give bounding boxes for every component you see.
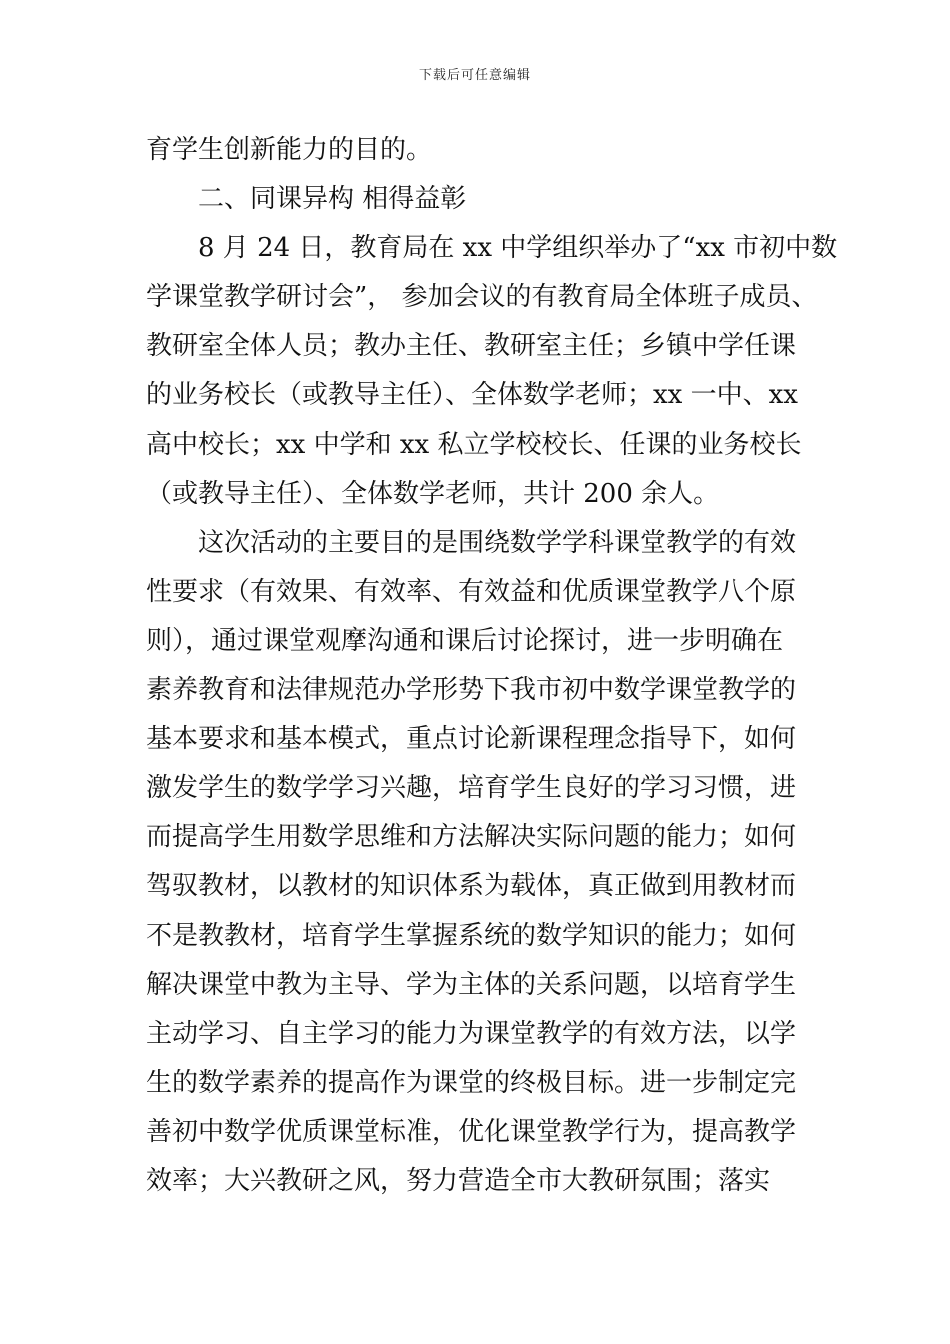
text-line: 主动学习、自主学习的能力为课堂教学的有效方法，以学 — [146, 1018, 797, 1049]
paragraph-intro — [146, 126, 810, 175]
section-heading — [146, 175, 810, 224]
text-line: 性要求（有效果、有效率、有效益和优质课堂教学八个原 — [146, 576, 797, 607]
text-line: （或教导主任）、全体数学老师，共计 200 余人。 — [146, 478, 720, 509]
text-line: 高中校长；xx 中学和 xx 私立学校校长、任课的业务校长 — [146, 429, 802, 460]
text-line: 解决课堂中教为主导、学为主体的关系问题，以培育学生 — [146, 969, 797, 1000]
text-line: 教研室全体人员；教办主任、教研室主任；乡镇中学任课 — [146, 331, 797, 362]
text-line: 则），通过课堂观摩沟通和课后讨论探讨，进一步明确在 — [146, 625, 784, 656]
text-line: 8 月 24 日，教育局在 xx 中学组织举办了“xx 市初中数 — [198, 233, 838, 264]
text-line: 效率；大兴教研之风，努力营造全市大教研氛围；落实 — [146, 1165, 771, 1196]
page-header: 下载后可任意编辑 — [418, 68, 531, 83]
paragraph-event — [146, 224, 838, 519]
text-line: 而提高学生用数学思维和方法解决实际问题的能力；如何 — [146, 822, 797, 853]
text-line: 育学生创新能力的目的。 — [146, 135, 433, 165]
text-line: 不是教教材，培育学生掌握系统的数学知识的能力；如何 — [146, 920, 797, 951]
text-line: 基本要求和基本模式，重点讨论新课程理念指导下，如何 — [146, 724, 797, 755]
text-line: 驾驭教材，以教材的知识体系为载体，真正做到用教材而 — [146, 871, 797, 902]
text-line: 激发学生的数学学习兴趣，培育学生良好的学习习惯，进 — [146, 773, 797, 804]
document-body — [146, 126, 838, 1206]
text-line: 善初中数学优质课堂标准，优化课堂教学行为，提高教学 — [146, 1116, 797, 1147]
text-line: 素养教育和法律规范办学形势下我市初中数学课堂教学的 — [146, 675, 797, 706]
text-line: 这次活动的主要目的是围绕数学学科课堂教学的有效 — [198, 527, 797, 558]
text-line: 学课堂教学研讨会”， 参加会议的有教育局全体班子成员、 — [146, 282, 818, 313]
text-line: 的业务校长（或教导主任）、全体数学老师；xx 一中、xx — [146, 380, 798, 411]
section-title: 二、同课异构 相得益彰 — [198, 184, 467, 215]
text-line: 生的数学素养的提高作为课堂的终极目标。进一步制定完 — [146, 1067, 797, 1098]
paragraph-purpose — [146, 519, 810, 1206]
